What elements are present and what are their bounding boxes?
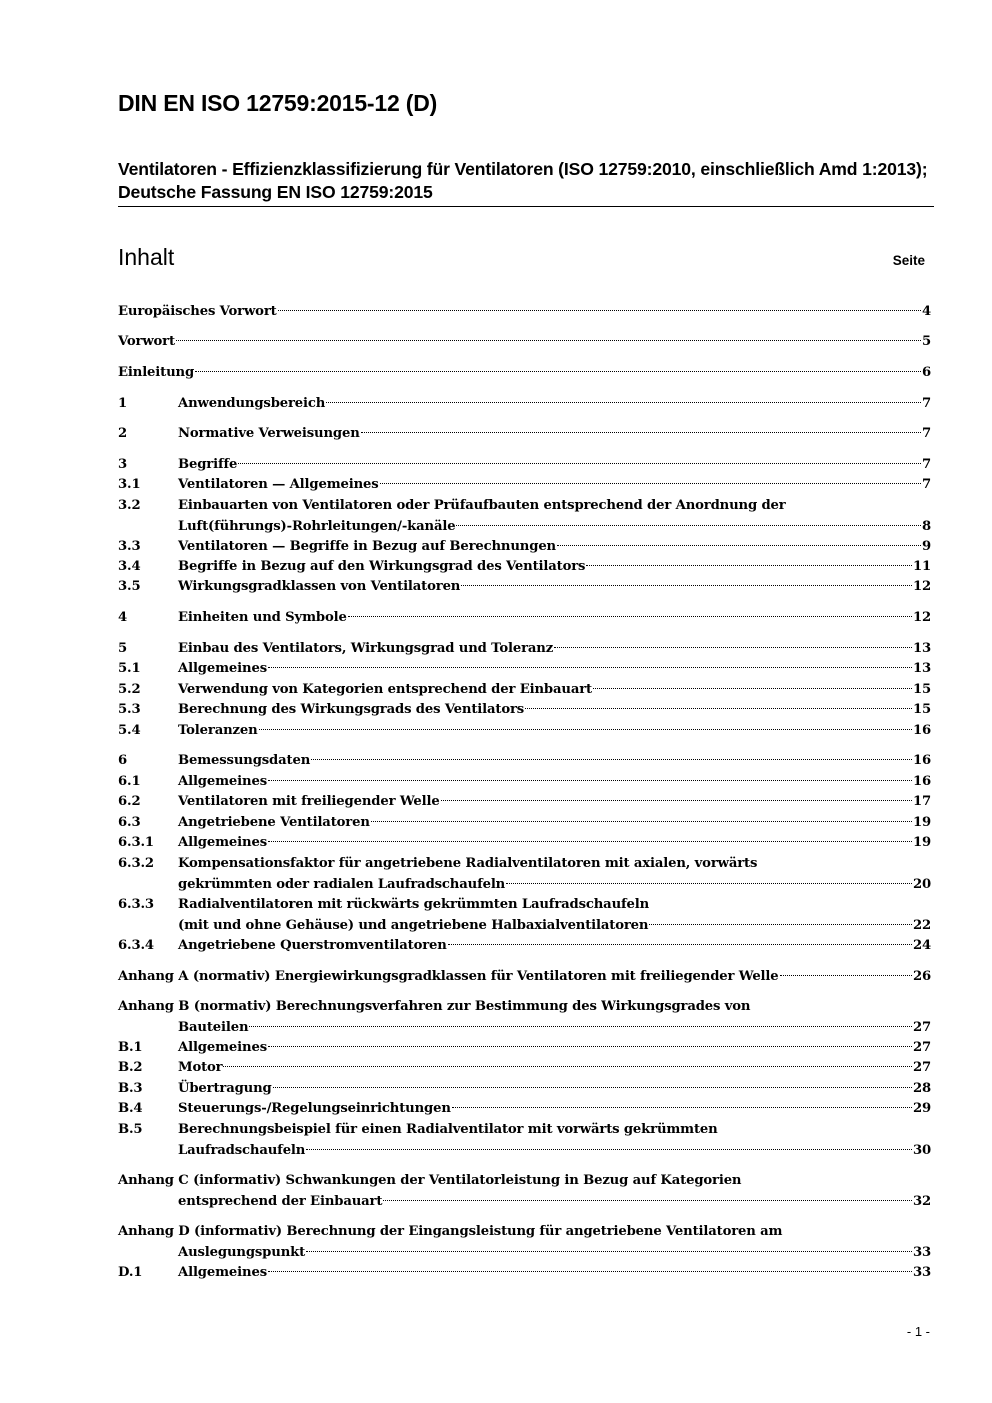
toc-entry-page: 7: [921, 396, 931, 411]
toc-entry[interactable]: [118, 1222, 931, 1263]
toc-entry-number: 6.3.2: [118, 856, 154, 871]
toc-entry-title: Laufradschaufeln: [178, 1142, 306, 1158]
toc-entry-title-line: Einbauarten von Ventilatoren oder Prüfaufbauten entsprechend der Anordnung der: [178, 498, 786, 513]
toc-entry-number: 1: [118, 396, 128, 411]
toc-leader-dots: [268, 1271, 912, 1272]
toc-entry-title: Toleranzen: [178, 723, 258, 738]
toc-entry[interactable]: [118, 424, 931, 445]
toc-entry-page: 7: [921, 457, 931, 472]
toc-entry-page: 6: [921, 365, 931, 380]
toc-leader-dots: [371, 821, 912, 822]
toc-entry-number: 6: [118, 753, 128, 768]
toc-entry-title: Vorwort: [118, 334, 175, 349]
toc-entry-number: 3: [118, 457, 128, 472]
toc-entry-title: Luft(führungs)-Rohrleitungen/-kanäle: [178, 518, 456, 534]
toc-entry-number: 4: [118, 610, 128, 625]
toc-entry-page: 27: [912, 1060, 931, 1075]
toc-entry[interactable]: [118, 700, 931, 721]
toc-leader-dots: [380, 483, 921, 484]
toc-entry-page: 11: [912, 559, 931, 574]
toc-entry-number: 5.2: [118, 682, 141, 697]
toc-entry-title-line: Radialventilatoren mit rückwärts gekrümmten Laufradschaufeln: [178, 897, 650, 912]
toc-leader-dots: [557, 545, 921, 546]
toc-entry-page: 19: [912, 815, 931, 830]
toc-entry-page: 16: [912, 753, 931, 768]
toc-entry[interactable]: [118, 475, 931, 496]
toc-page-column-label: Seite: [892, 253, 925, 268]
toc-entry[interactable]: [118, 639, 931, 660]
toc-entry[interactable]: [118, 1038, 931, 1059]
toc-leader-dots: [273, 1087, 912, 1088]
toc-leader-dots: [223, 1066, 911, 1067]
toc-leader-dots: [268, 1046, 912, 1047]
toc-entry-page: 7: [921, 477, 931, 492]
toc-entry-number: B.2: [118, 1060, 143, 1075]
toc-entry-number: 5.4: [118, 723, 141, 738]
toc-entry-page: 27: [912, 1019, 931, 1035]
toc-leader-dots: [554, 647, 912, 648]
toc-entry[interactable]: [118, 394, 931, 415]
toc-entry-number: 3.3: [118, 539, 141, 554]
toc-entry-title: Bauteilen: [178, 1019, 249, 1035]
toc-entry-number: 3.5: [118, 579, 141, 594]
toc-entry-number: 6.3: [118, 815, 141, 830]
toc-entry-number: 6.1: [118, 774, 141, 789]
toc-entry-title: Anwendungsbereich: [178, 396, 326, 411]
toc-leader-dots: [176, 340, 921, 341]
toc-entry-number: 2: [118, 426, 128, 441]
toc-entry-title: Angetriebene Ventilatoren: [178, 815, 370, 830]
toc-entry-page: 13: [912, 641, 931, 656]
toc-entry-title: gekrümmten oder radialen Laufradschaufeln: [178, 876, 506, 892]
toc-entry-page: 12: [912, 610, 931, 625]
toc-entry-title-line: Berechnungsbeispiel für einen Radialventilator mit vorwärts gekrümmten: [178, 1122, 718, 1137]
toc-entry-number: B.3: [118, 1081, 143, 1096]
toc-entry-number: 5.3: [118, 702, 141, 717]
document-title: DIN EN ISO 12759:2015-12 (D): [118, 90, 438, 116]
toc-entry-number: B.4: [118, 1101, 143, 1116]
toc-entry-title: Ventilatoren — Begriffe in Bezug auf Berechnungen: [178, 539, 556, 554]
toc-leader-dots: [259, 729, 912, 730]
toc-entry-title-line: Anhang D (informativ) Berechnung der Eingangsleistung für angetriebene Ventilatoren am: [118, 1224, 783, 1239]
toc-entry-page: 28: [912, 1081, 931, 1096]
toc-entry[interactable]: [118, 997, 931, 1038]
toc-leader-dots: [306, 1251, 912, 1252]
toc-entry-page: 33: [912, 1265, 931, 1280]
toc-entry-title: Wirkungsgradklassen von Ventilatoren: [178, 579, 461, 594]
toc-entry-title: Einheiten und Symbole: [178, 610, 347, 625]
toc-leader-dots: [306, 1149, 912, 1150]
toc-entry-number: B.1: [118, 1040, 143, 1055]
toc-entry[interactable]: [118, 772, 931, 793]
toc-entry-title: Übertragung: [178, 1081, 272, 1096]
document-subtitle: Ventilatoren - Effizienzklassifizierung für Ventilatoren (ISO 12759:2010, einschließlich Amd 1:2013); Deutsche Fassung EN ISO 12759:2015: [118, 159, 928, 202]
toc-entry-number: 5: [118, 641, 128, 656]
toc-entry[interactable]: [118, 813, 931, 834]
toc-entry-title: Begriffe: [178, 457, 238, 472]
toc-entry-number: 3.4: [118, 559, 141, 574]
toc-entry-title: (mit und ohne Gehäuse) und angetriebene Halbaxialventilatoren: [178, 917, 649, 933]
toc-entry[interactable]: [118, 721, 931, 742]
toc-leader-dots: [326, 402, 921, 403]
toc-entry[interactable]: [118, 557, 931, 578]
toc-entry[interactable]: [118, 895, 931, 936]
toc-leader-dots: [456, 525, 921, 526]
toc-entry-title: Auslegungspunkt: [178, 1244, 306, 1260]
toc-leader-dots: [249, 1026, 912, 1027]
toc-leader-dots: [311, 759, 912, 760]
toc-entry[interactable]: [118, 936, 931, 957]
toc-entry[interactable]: [118, 1058, 931, 1079]
toc-entry-number: 6.2: [118, 794, 141, 809]
toc-entry-number: 6.3.3: [118, 897, 154, 912]
toc-entry-page: 15: [912, 682, 931, 697]
toc-entry-title: Ventilatoren mit freiliegender Welle: [178, 794, 440, 809]
toc-entry-title-line: Kompensationsfaktor für angetriebene Radialventilatoren mit axialen, vorwärts: [178, 856, 758, 871]
toc-entry[interactable]: [118, 967, 931, 988]
toc-leader-dots: [525, 708, 912, 709]
toc-entry-page: 30: [912, 1142, 931, 1158]
toc-entry-title: Einbau des Ventilators, Wirkungsgrad und Toleranz: [178, 641, 554, 656]
toc-entry-title: Angetriebene Querstromventilatoren: [178, 938, 447, 953]
toc-entry-page: 20: [912, 876, 931, 892]
toc-entry[interactable]: [118, 1099, 931, 1120]
toc-leader-dots: [348, 616, 912, 617]
toc-entry[interactable]: [118, 332, 931, 353]
toc-leader-dots: [586, 565, 912, 566]
toc-leader-dots: [448, 944, 912, 945]
toc-entry-title: Europäisches Vorwort: [118, 304, 277, 319]
header-divider: [118, 206, 934, 207]
toc-heading: Inhalt: [118, 244, 175, 270]
toc-leader-dots: [278, 310, 921, 311]
toc-entry-title-line: Anhang C (informativ) Schwankungen der Ventilatorleistung in Bezug auf Kategorien: [118, 1173, 742, 1188]
toc-leader-dots: [361, 432, 921, 433]
toc-entry[interactable]: [118, 854, 931, 895]
toc-leader-dots: [268, 667, 912, 668]
toc-entry[interactable]: [118, 792, 931, 813]
toc-entry-page: 8: [921, 518, 931, 534]
toc-entry-number: 5.1: [118, 661, 141, 676]
toc-entry-title: Allgemeines: [178, 1040, 267, 1055]
toc-leader-dots: [461, 585, 912, 586]
toc-entry-page: 7: [921, 426, 931, 441]
toc-entry-title: Einleitung: [118, 365, 195, 380]
page-number: - 1 -: [906, 1324, 930, 1339]
toc-entry[interactable]: [118, 659, 931, 680]
toc-entry-title: Bemessungsdaten: [178, 753, 311, 768]
toc-entry-page: 19: [912, 835, 931, 850]
toc-entry-page: 17: [912, 794, 931, 809]
toc-entry-title: Ventilatoren — Allgemeines: [178, 477, 379, 492]
toc-entry[interactable]: [118, 1171, 931, 1212]
toc-entry-page: 9: [921, 539, 931, 554]
toc-entry-page: 16: [912, 774, 931, 789]
toc-entry[interactable]: [118, 577, 931, 598]
toc-entry-page: 13: [912, 661, 931, 676]
toc-entry-title: Motor: [178, 1060, 223, 1075]
toc-entry-page: 32: [912, 1193, 931, 1209]
toc-entry-page: 4: [921, 304, 931, 319]
toc-entry[interactable]: [118, 537, 931, 558]
toc-entry[interactable]: [118, 496, 931, 537]
toc-entry-title: Allgemeines: [178, 835, 267, 850]
toc-entry-number: D.1: [118, 1265, 143, 1280]
toc-entry-page: 27: [912, 1040, 931, 1055]
toc-entry-title: Normative Verweisungen: [178, 426, 360, 441]
toc-entry-page: 15: [912, 702, 931, 717]
toc-entry-title: Allgemeines: [178, 774, 267, 789]
toc-entry-title: Allgemeines: [178, 1265, 267, 1280]
toc-entry[interactable]: [118, 1120, 931, 1161]
toc-entry-page: 33: [912, 1244, 931, 1260]
toc-leader-dots: [593, 688, 912, 689]
toc-leader-dots: [441, 800, 912, 801]
toc-entry[interactable]: [118, 680, 931, 701]
toc-leader-dots: [238, 463, 921, 464]
toc-entry-page: 24: [912, 938, 931, 953]
toc-entry-title: Begriffe in Bezug auf den Wirkungsgrad des Ventilators: [178, 559, 586, 574]
toc-entry-number: 3.1: [118, 477, 141, 492]
toc-entry-page: 22: [912, 917, 931, 933]
toc-entry-title: entsprechend der Einbauart: [178, 1193, 383, 1209]
toc-entry[interactable]: [118, 302, 931, 323]
toc-entry-page: 26: [912, 969, 931, 984]
toc-entry-page: 5: [921, 334, 931, 349]
toc-entry[interactable]: [118, 833, 931, 854]
toc-entry[interactable]: [118, 1263, 931, 1284]
toc-entry-title-line: Anhang B (normativ) Berechnungsverfahren zur Bestimmung des Wirkungsgrades von: [118, 999, 751, 1014]
toc-entry[interactable]: [118, 1079, 931, 1100]
toc-entry[interactable]: [118, 608, 931, 629]
toc-entry[interactable]: [118, 363, 931, 384]
toc-entry-title: Anhang A (normativ) Energiewirkungsgradklassen für Ventilatoren mit freiliegender Welle: [118, 969, 779, 984]
toc-entry-number: 6.3.1: [118, 835, 154, 850]
toc-entry-page: 16: [912, 723, 931, 738]
toc-leader-dots: [506, 883, 912, 884]
toc-entry-title: Steuerungs-/Regelungseinrichtungen: [178, 1101, 451, 1116]
toc-leader-dots: [383, 1200, 912, 1201]
toc-entry-page: 12: [912, 579, 931, 594]
toc-entry[interactable]: [118, 751, 931, 772]
toc-entry-title: Allgemeines: [178, 661, 267, 676]
toc-leader-dots: [452, 1107, 912, 1108]
toc-entry-page: 29: [912, 1101, 931, 1116]
toc-entry-number: B.5: [118, 1122, 143, 1137]
toc-entry-number: 3.2: [118, 498, 141, 513]
toc-entry[interactable]: [118, 455, 931, 476]
toc-entry-number: 6.3.4: [118, 938, 154, 953]
toc-leader-dots: [780, 975, 912, 976]
toc-leader-dots: [649, 924, 912, 925]
toc-entry-title: Verwendung von Kategorien entsprechend der Einbauart: [178, 682, 592, 697]
toc-leader-dots: [195, 371, 921, 372]
toc-entry-title: Berechnung des Wirkungsgrads des Ventilators: [178, 702, 525, 717]
toc-leader-dots: [268, 841, 912, 842]
toc-leader-dots: [268, 780, 912, 781]
